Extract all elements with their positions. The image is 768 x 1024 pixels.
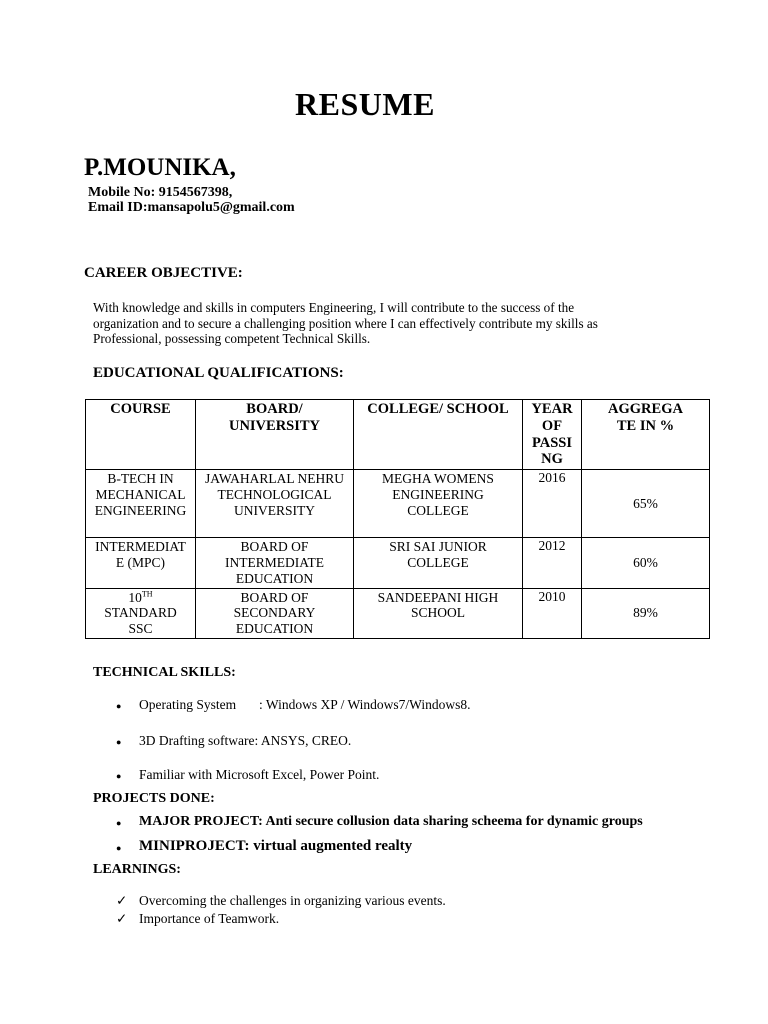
education-heading: EDUCATIONAL QUALIFICATIONS: xyxy=(93,365,344,381)
major-project: MAJOR PROJECT: Anti secure collusion data sharing scheema for dynamic groups xyxy=(139,814,643,829)
bullet-icon: ● xyxy=(116,818,122,828)
career-objective-text xyxy=(93,300,693,347)
education-table xyxy=(85,399,710,639)
check-icon: ✓ xyxy=(116,911,128,926)
board-cell: BOARD OF SECONDARY EDUCATION xyxy=(196,588,354,638)
email-address: Email ID:mansapolu5@gmail.com xyxy=(88,200,295,215)
header-course: COURSE xyxy=(86,400,196,470)
course-cell: B-TECH IN MECHANICAL ENGINEERING xyxy=(86,470,196,538)
aggregate-cell: 65% xyxy=(582,470,710,538)
resume-title: RESUME xyxy=(295,86,435,122)
table-row xyxy=(86,588,710,638)
aggregate-cell: 89% xyxy=(582,588,710,638)
college-cell: SANDEEPANI HIGH SCHOOL xyxy=(354,588,523,638)
projects-heading: PROJECTS DONE: xyxy=(93,791,215,806)
bullet-icon: ● xyxy=(116,737,122,747)
course-cell: INTERMEDIAT E (MPC) xyxy=(86,538,196,588)
aggregate-cell: 60% xyxy=(582,538,710,588)
header-aggregate: AGGREGA TE IN % xyxy=(582,400,710,470)
objective-line: Professional, possessing competent Technical Skills. xyxy=(93,331,371,347)
board-cell: BOARD OF INTERMEDIATE EDUCATION xyxy=(196,538,354,588)
check-icon: ✓ xyxy=(116,893,128,908)
objective-line: With knowledge and skills in computers Engineering, I will contribute to the success of the xyxy=(93,300,575,315)
college-cell: SRI SAI JUNIOR COLLEGE xyxy=(354,538,523,588)
skill-text: 3D Drafting software: ANSYS, CREO. xyxy=(139,733,352,748)
bullet-icon: ● xyxy=(116,771,122,781)
candidate-name: P.MOUNIKA, xyxy=(84,154,236,181)
skill-text: Familiar with Microsoft Excel, Power Point. xyxy=(139,767,380,782)
table-row xyxy=(86,538,710,588)
year-cell: 2012 xyxy=(523,538,582,588)
objective-line: organization and to secure a challenging position where I can effectively contribute my skills as xyxy=(93,315,598,331)
learning-text: Overcoming the challenges in organizing various events. xyxy=(139,893,446,908)
bullet-icon: ● xyxy=(116,843,122,853)
mini-project: MINIPROJECT: virtual augmented realty xyxy=(139,838,413,854)
mobile-number: Mobile No: 9154567398, xyxy=(88,185,233,200)
career-objective-heading: CAREER OBJECTIVE: xyxy=(84,265,243,281)
skill-label: Operating System xyxy=(139,697,237,712)
technical-skills-heading: TECHNICAL SKILLS: xyxy=(93,665,236,680)
table-row xyxy=(86,470,710,538)
skill-value: : Windows XP / Windows7/Windows8. xyxy=(259,697,471,712)
table-header-row xyxy=(86,400,710,470)
college-cell: MEGHA WOMENS ENGINEERING COLLEGE xyxy=(354,470,523,538)
header-year: YEAR OF PASSI NG xyxy=(523,400,582,470)
bullet-icon: ● xyxy=(116,701,122,711)
learnings-heading: LEARNINGS: xyxy=(93,862,181,877)
year-cell: 2010 xyxy=(523,588,582,638)
learning-text: Importance of Teamwork. xyxy=(139,911,280,926)
header-board: BOARD/ UNIVERSITY xyxy=(196,400,354,470)
board-cell: JAWAHARLAL NEHRU TECHNOLOGICAL UNIVERSITY xyxy=(196,470,354,538)
year-cell: 2016 xyxy=(523,470,582,538)
header-college: COLLEGE/ SCHOOL xyxy=(354,400,523,470)
course-cell: 10TH STANDARD SSC xyxy=(86,588,196,638)
